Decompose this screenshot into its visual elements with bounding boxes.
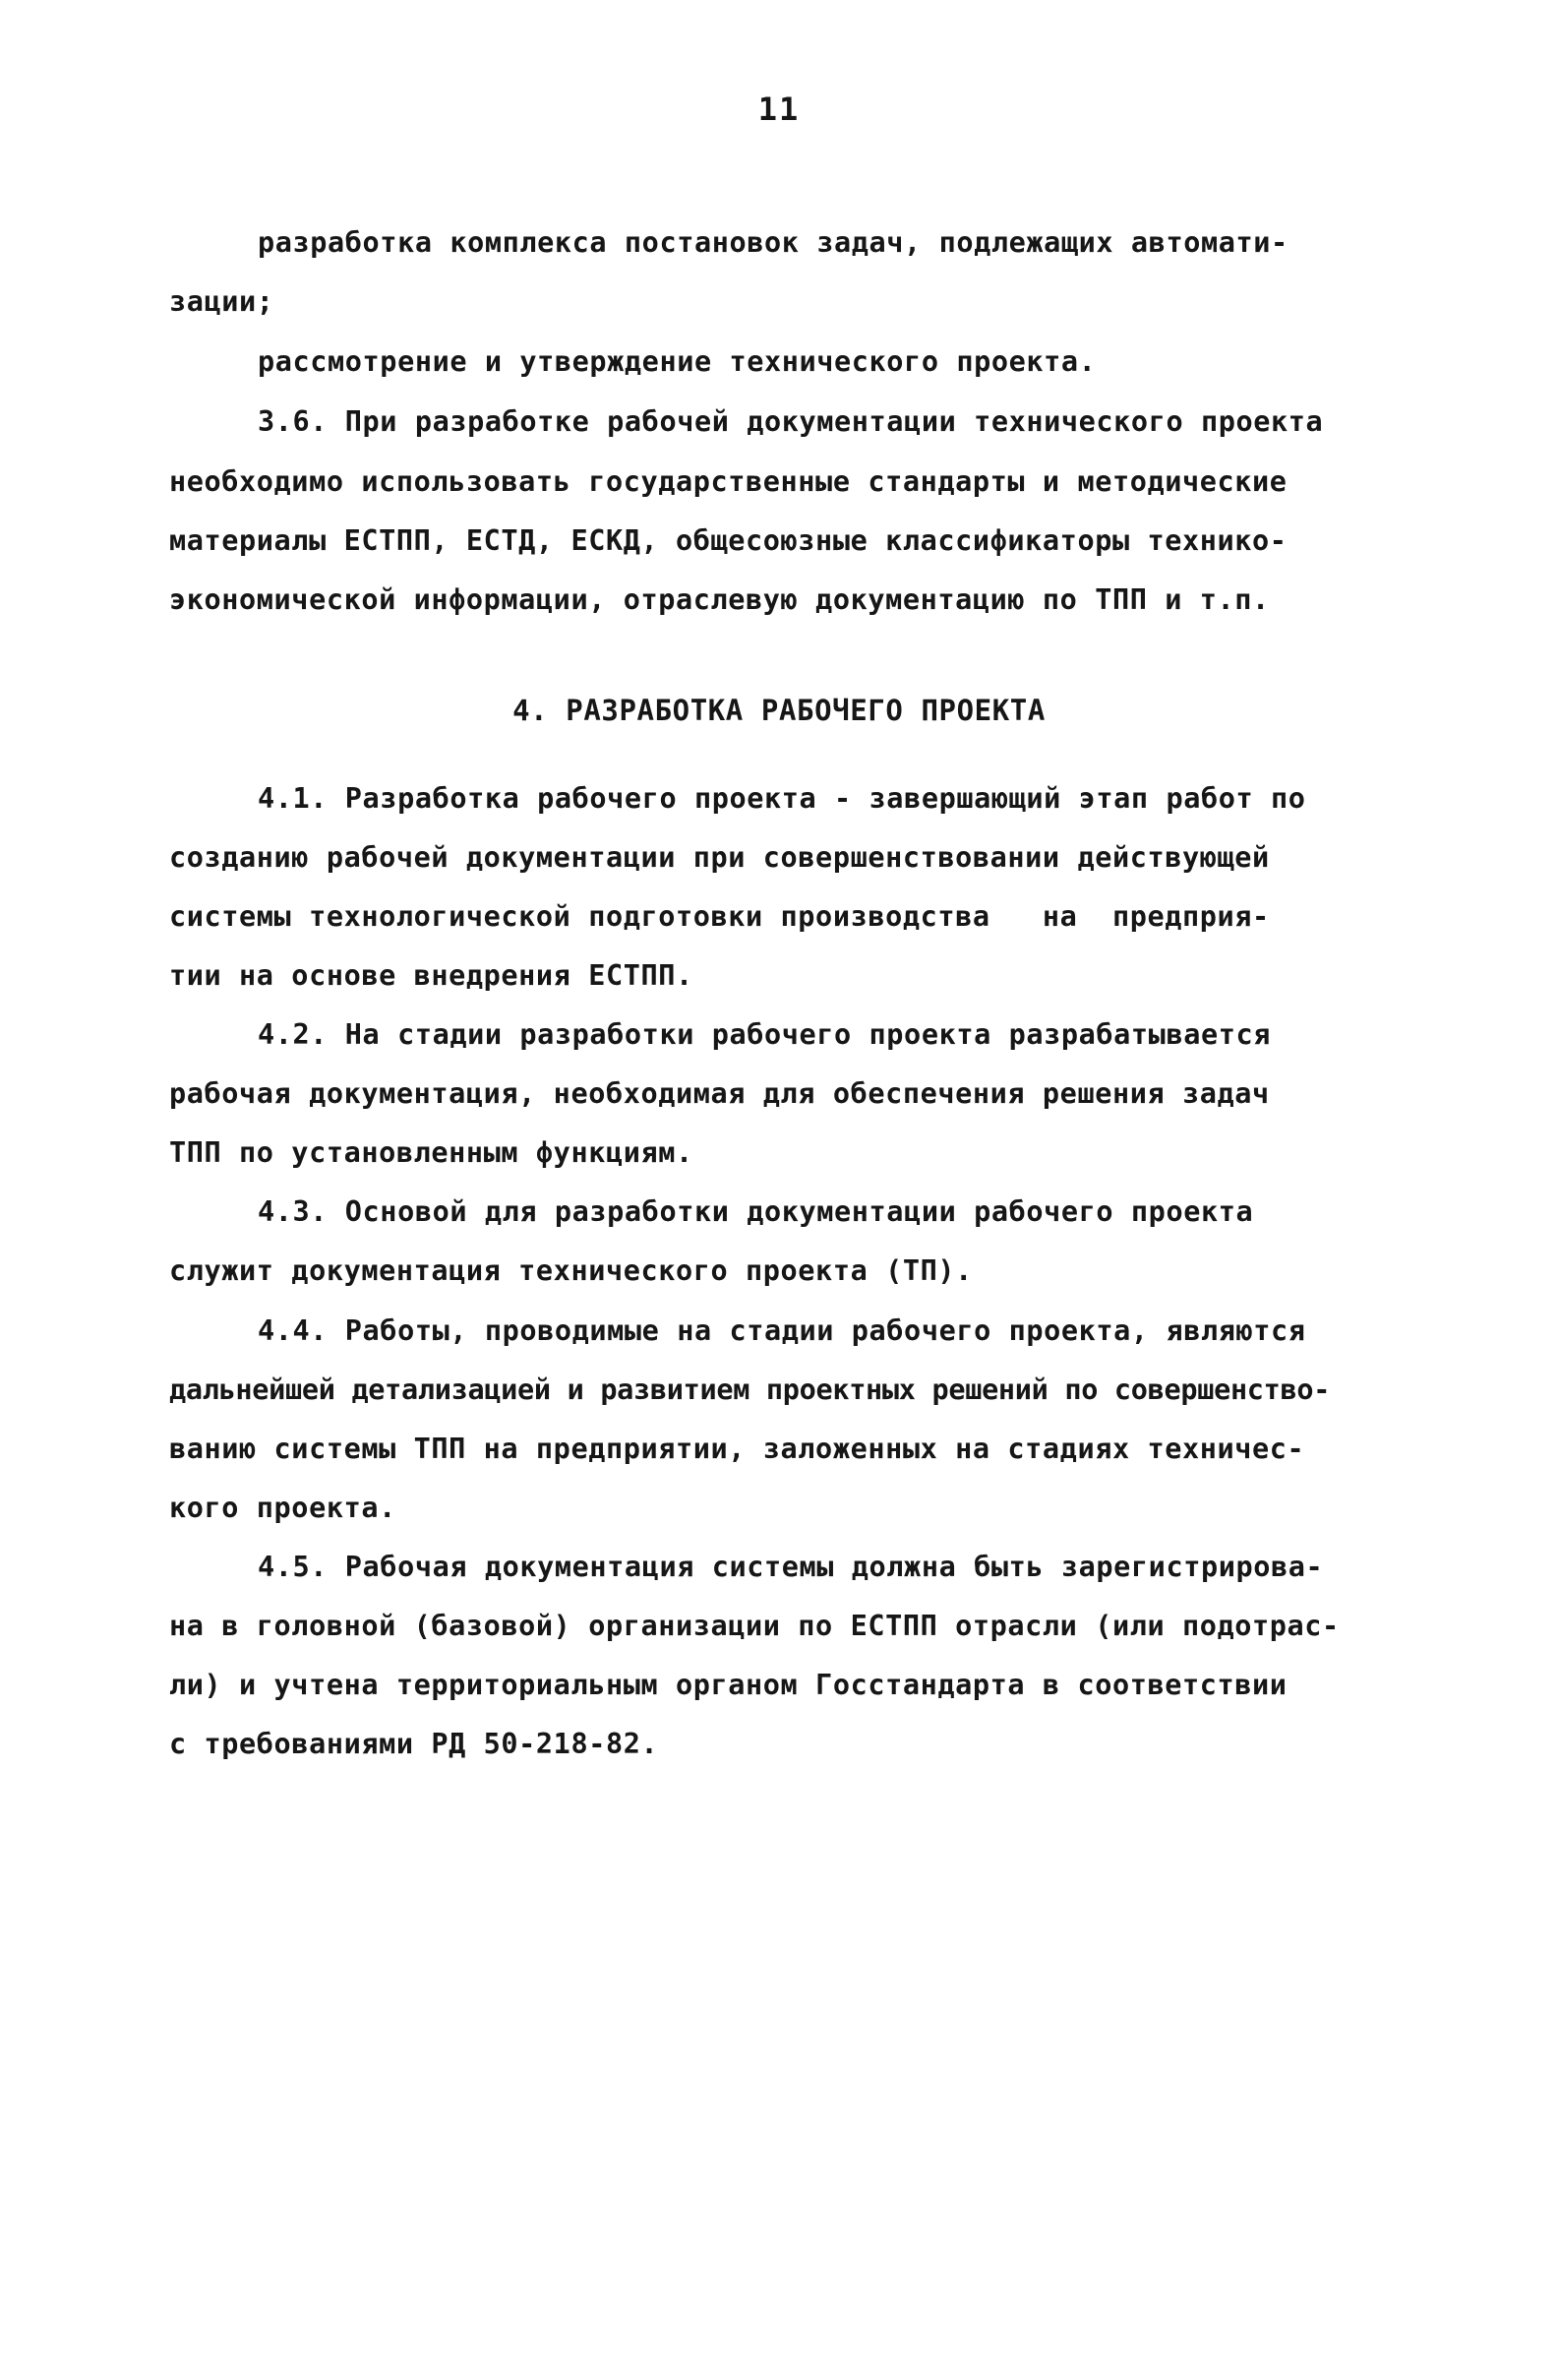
text-line: кого проекта.: [169, 1492, 396, 1524]
text-line: системы технологической подготовки производства на предприя-: [169, 900, 1270, 933]
text-line: рабочая документация, необходимая для обеспечения решения задач: [169, 1077, 1270, 1110]
text-line: материалы ЕСТПП, ЕСТД, ЕСКД, общесоюзные классификаторы технико-: [169, 524, 1288, 557]
text-line: ТПП по установленным функциям.: [169, 1136, 693, 1169]
text-line: ванию системы ТПП на предприятии, заложенных на стадиях техничес-: [169, 1433, 1305, 1465]
page-number: 11: [757, 91, 801, 128]
text-line: зации;: [169, 285, 274, 318]
text-line: 4.3. Основой для разработки документации рабочего проекта: [258, 1195, 1254, 1228]
text-line: служит документация технического проекта (ТП).: [169, 1254, 973, 1287]
text-line: 4.4. Работы, проводимые на стадии рабочего проекта, являются: [258, 1314, 1306, 1347]
text-line: 3.6. При разработке рабочей документации технического проекта: [258, 405, 1324, 438]
text-line: разработка комплекса постановок задач, подлежащих автомати-: [258, 226, 1288, 259]
text-line: дальнейшей детализацией и развитием проектных решений по совершенство-: [169, 1373, 1331, 1406]
text-line: рассмотрение и утверждение технического проекта.: [258, 345, 1097, 378]
text-line: 4.1. Разработка рабочего проекта - завершающий этап работ по: [258, 782, 1306, 815]
text-line: созданию рабочей документации при совершенствовании действующей: [169, 841, 1270, 874]
text-line: 4.2. На стадии разработки рабочего проекта разрабатывается: [258, 1018, 1271, 1051]
text-line: 4.5. Рабочая документация системы должна быть зарегистрирова-: [258, 1551, 1324, 1583]
text-line: необходимо использовать государственные стандарты и методические: [169, 465, 1288, 498]
text-line: тии на основе внедрения ЕСТПП.: [169, 959, 693, 992]
text-line: с требованиями РД 50-218-82.: [169, 1728, 659, 1760]
text-line: на в головной (базовой) организации по ЕСТПП отрасли (или подотрас-: [169, 1610, 1340, 1642]
section-heading: 4. РАЗРАБОТКА РАБОЧЕГО ПРОЕКТА: [512, 694, 1046, 727]
text-line: ли) и учтена территориальным органом Госстандарта в соответствии: [169, 1669, 1288, 1701]
text-line: экономической информации, отраслевую документацию по ТПП и т.п.: [169, 583, 1270, 616]
